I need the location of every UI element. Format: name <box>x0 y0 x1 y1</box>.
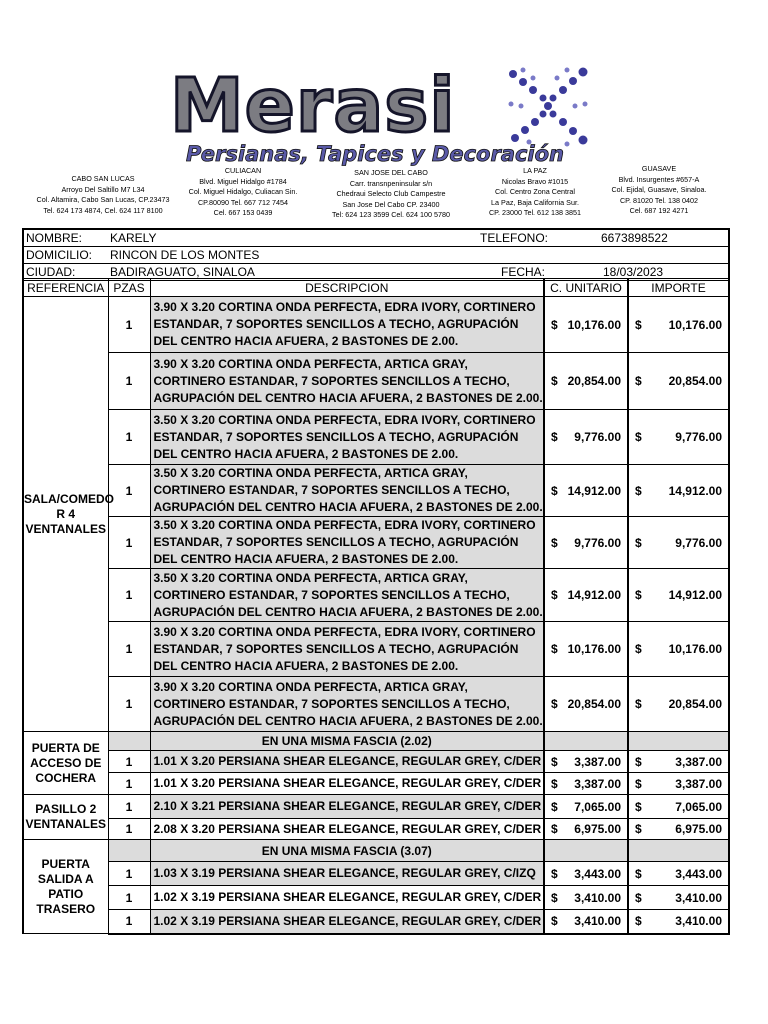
row-qty: 1 <box>108 517 150 569</box>
table-row <box>23 795 729 819</box>
fascia-total-blank <box>628 732 729 751</box>
row-total <box>628 751 729 773</box>
currency-sign: $ <box>635 822 642 836</box>
row-total-amount: 3,410.00 <box>675 914 722 929</box>
currency-sign: $ <box>551 822 558 836</box>
row-qty: 1 <box>108 353 150 410</box>
row-unit-price-amount: 9,776.00 <box>574 535 621 550</box>
branch-cabo-san-lucas: CABO SAN LUCAS Arroyo Del Saltillo M7 L34 Col. Altamira, Cabo San Lucas, CP.23473 Tel. 624 173 4874, Cel. 624 117 8100 <box>36 174 170 215</box>
row-description: 3.50 X 3.20 CORTINA ONDA PERFECTA, EDRA IVORY, CORTINERO ESTANDAR, 7 SOPORTES SENCILLOS A TECHO, AGRUPACIÓN DEL CENTRO HACIA AFUERA, 2 BASTONES DE 2.00. <box>150 517 544 569</box>
row-total <box>628 910 729 934</box>
row-description: 1.02 X 3.19 PERSIANA SHEAR ELEGANCE, REGULAR GREY, C/DER <box>150 886 544 910</box>
row-total-amount: 20,854.00 <box>668 697 722 711</box>
row-total <box>628 353 729 410</box>
row-description: 3.50 X 3.20 CORTINA ONDA PERFECTA, ARTICA GRAY, CORTINERO ESTANDAR, 7 SOPORTES SENCILLOS A TECHO, AGRUPACIÓN DEL CENTRO HACIA AFUERA, 2 BASTONES DE 2.00. <box>150 465 544 517</box>
row-total-amount: 6,975.00 <box>675 822 722 836</box>
group-reference: PUERTA DE ACCESO DE COCHERA <box>23 732 108 795</box>
row-total <box>628 862 729 886</box>
currency-sign: $ <box>551 799 558 814</box>
col-pzas: PZAS <box>108 279 150 297</box>
currency-sign: $ <box>635 374 642 388</box>
table-row <box>23 569 729 622</box>
row-total-amount: 3,410.00 <box>675 890 722 905</box>
currency-sign: $ <box>551 914 558 929</box>
currency-sign: $ <box>635 866 642 881</box>
fascia-label: EN UNA MISMA FASCIA (3.07) <box>150 840 544 862</box>
row-qty: 1 <box>108 751 150 773</box>
currency-sign: $ <box>551 317 558 332</box>
row-description: 1.03 X 3.19 PERSIANA SHEAR ELEGANCE, REGULAR GREY, C/IZQ <box>150 862 544 886</box>
row-total-amount: 20,854.00 <box>668 374 722 388</box>
row-qty: 1 <box>108 910 150 934</box>
row-unit-price-amount: 3,387.00 <box>574 754 621 769</box>
table-row <box>23 297 729 353</box>
row-total-amount: 14,912.00 <box>668 483 722 498</box>
currency-sign: $ <box>551 374 558 388</box>
row-description: 3.90 X 3.20 CORTINA ONDA PERFECTA, EDRA IVORY, CORTINERO ESTANDAR, 7 SOPORTES SENCILLOS A TECHO, AGRUPACIÓN DEL CENTRO HACIA AFUERA, 2 BASTONES DE 2.00. <box>150 297 544 353</box>
branch-la-paz: LA PAZ Nicolas Bravo #1015 Col. Centro Zona Central La Paz, Baja California Sur. CP. 23000 Tel. 612 138 3851 <box>488 166 582 217</box>
currency-sign: $ <box>635 914 642 929</box>
row-total <box>628 622 729 677</box>
table-row <box>23 862 729 886</box>
fascia-label: EN UNA MISMA FASCIA (2.02) <box>150 732 544 751</box>
table-row <box>23 622 729 677</box>
table-row <box>23 751 729 773</box>
fecha-label: FECHA: <box>501 265 546 279</box>
ciudad-value: BADIRAGUATO, SINALOA <box>110 265 255 279</box>
row-qty: 1 <box>108 569 150 622</box>
group-reference: PASILLO 2 VENTANALES <box>23 795 108 840</box>
currency-sign: $ <box>635 754 642 769</box>
row-unit-price-amount: 6,975.00 <box>574 822 621 836</box>
table-row <box>23 910 729 934</box>
row-unit-price <box>544 353 628 410</box>
row-unit-price <box>544 862 628 886</box>
row-unit-price-amount: 9,776.00 <box>574 430 621 444</box>
branch-san-jose-del-cabo: SAN JOSE DEL CABO Carr. transnpeninsular s/n Chedraui Selecto Club Campestre San Jose Del Cabo CP. 23400 Tel: 624 123 3599 Cel. 624 100 5780 <box>332 168 450 219</box>
currency-sign: $ <box>551 697 558 711</box>
row-unit-price-amount: 10,176.00 <box>567 317 621 332</box>
row-total <box>628 465 729 517</box>
logo-tagline: Persianas, Tapices y Decoración <box>185 142 565 166</box>
currency-sign: $ <box>635 642 642 656</box>
currency-sign: $ <box>551 776 558 791</box>
fascia-unit-blank <box>544 840 628 862</box>
nombre-label: NOMBRE: <box>26 231 83 245</box>
row-unit-price-amount: 7,065.00 <box>574 799 621 814</box>
row-qty: 1 <box>108 819 150 840</box>
row-qty: 1 <box>108 677 150 732</box>
row-unit-price <box>544 465 628 517</box>
row-domicilio <box>24 247 728 264</box>
row-description: 3.50 X 3.20 CORTINA ONDA PERFECTA, EDRA IVORY, CORTINERO ESTANDAR, 7 SOPORTES SENCILLOS A TECHO, AGRUPACIÓN DEL CENTRO HACIA AFUERA, 2 BASTONES DE 2.00. <box>150 410 544 465</box>
row-unit-price-amount: 3,443.00 <box>574 866 621 881</box>
row-description: 3.90 X 3.20 CORTINA ONDA PERFECTA, EDRA IVORY, CORTINERO ESTANDAR, 7 SOPORTES SENCILLOS A TECHO, AGRUPACIÓN DEL CENTRO HACIA AFUERA, 2 BASTONES DE 2.00. <box>150 622 544 677</box>
row-description: 3.50 X 3.20 CORTINA ONDA PERFECTA, ARTICA GRAY, CORTINERO ESTANDAR, 7 SOPORTES SENCILLOS A TECHO, AGRUPACIÓN DEL CENTRO HACIA AFUERA, 2 BASTONES DE 2.00. <box>150 569 544 622</box>
row-qty: 1 <box>108 297 150 353</box>
row-total-amount: 10,176.00 <box>668 317 722 332</box>
currency-sign: $ <box>551 535 558 550</box>
row-description: 1.01 X 3.20 PERSIANA SHEAR ELEGANCE, REGULAR GREY, C/DER <box>150 751 544 773</box>
table-row <box>23 677 729 732</box>
table-row <box>23 410 729 465</box>
telefono-label: TELEFONO: <box>480 231 549 245</box>
row-total-amount: 14,912.00 <box>668 588 722 602</box>
group-reference: SALA/COMEDO R 4 VENTANALES <box>23 297 108 732</box>
row-unit-price <box>544 886 628 910</box>
row-unit-price-amount: 3,410.00 <box>574 914 621 929</box>
fascia-unit-blank <box>544 732 628 751</box>
currency-sign: $ <box>551 754 558 769</box>
table-row <box>23 353 729 410</box>
row-unit-price-amount: 20,854.00 <box>567 697 621 711</box>
row-unit-price <box>544 751 628 773</box>
row-total-amount: 9,776.00 <box>675 535 722 550</box>
branch-guasave: GUASAVE Blvd. Insurgentes #657-A Col. Ejidal, Guasave, Sinaloa. CP. 81020 Tel. 138 0402 Cel. 687 192 4271 <box>611 164 707 215</box>
table-header-row <box>23 279 729 297</box>
row-unit-price <box>544 795 628 819</box>
currency-sign: $ <box>551 890 558 905</box>
row-qty: 1 <box>108 465 150 517</box>
fascia-total-blank <box>628 840 729 862</box>
row-total <box>628 517 729 569</box>
row-total-amount: 9,776.00 <box>675 430 722 444</box>
currency-sign: $ <box>551 866 558 881</box>
currency-sign: $ <box>635 430 642 444</box>
currency-sign: $ <box>635 799 642 814</box>
row-unit-price <box>544 410 628 465</box>
row-unit-price-amount: 3,410.00 <box>574 890 621 905</box>
row-description: 2.10 X 3.21 PERSIANA SHEAR ELEGANCE, REGULAR GREY, C/DER <box>150 795 544 819</box>
company-logo <box>160 62 590 167</box>
row-qty: 1 <box>108 773 150 795</box>
row-qty: 1 <box>108 622 150 677</box>
row-unit-price <box>544 622 628 677</box>
table-row <box>23 886 729 910</box>
row-unit-price <box>544 773 628 795</box>
row-description: 1.02 X 3.19 PERSIANA SHEAR ELEGANCE, REGULAR GREY, C/DER <box>150 910 544 934</box>
row-unit-price <box>544 297 628 353</box>
row-total <box>628 773 729 795</box>
row-unit-price-amount: 3,387.00 <box>574 776 621 791</box>
domicilio-value: RINCON DE LOS MONTES <box>110 248 260 262</box>
row-qty: 1 <box>108 886 150 910</box>
col-descripcion: DESCRIPCION <box>150 279 544 297</box>
currency-sign: $ <box>635 697 642 711</box>
row-total <box>628 819 729 840</box>
row-unit-price <box>544 819 628 840</box>
currency-sign: $ <box>551 430 558 444</box>
branch-culiacan: CULIACAN Blvd. Miguel Hidalgo #1784 Col. Miguel Hidalgo, Culiacan Sin. CP.80090 Tel. 667 712 7454 Cel. 667 153 0439 <box>188 166 298 217</box>
row-unit-price <box>544 910 628 934</box>
row-description: 3.90 X 3.20 CORTINA ONDA PERFECTA, ARTICA GRAY, CORTINERO ESTANDAR, 7 SOPORTES SENCILLOS A TECHO, AGRUPACIÓN DEL CENTRO HACIA AFUERA, 2 BASTONES DE 2.00. <box>150 353 544 410</box>
row-total-amount: 10,176.00 <box>668 642 722 656</box>
fascia-row <box>23 732 729 751</box>
fascia-qty-blank <box>108 732 150 751</box>
logo-x-mark-icon <box>505 64 591 148</box>
currency-sign: $ <box>551 483 558 498</box>
col-referencia: REFERENCIA <box>23 279 108 297</box>
row-nombre <box>24 230 728 247</box>
currency-sign: $ <box>635 776 642 791</box>
items-table <box>22 278 730 935</box>
currency-sign: $ <box>635 535 642 550</box>
row-unit-price <box>544 677 628 732</box>
row-description: 3.90 X 3.20 CORTINA ONDA PERFECTA, ARTICA GRAY, CORTINERO ESTANDAR, 7 SOPORTES SENCILLOS A TECHO, AGRUPACIÓN DEL CENTRO HACIA AFUERA, 2 BASTONES DE 2.00. <box>150 677 544 732</box>
table-row <box>23 819 729 840</box>
row-total-amount: 3,387.00 <box>675 776 722 791</box>
row-qty: 1 <box>108 410 150 465</box>
row-total <box>628 410 729 465</box>
row-unit-price <box>544 517 628 569</box>
customer-info <box>22 228 730 281</box>
fascia-qty-blank <box>108 840 150 862</box>
row-total-amount: 3,387.00 <box>675 754 722 769</box>
row-qty: 1 <box>108 862 150 886</box>
table-row <box>23 773 729 795</box>
currency-sign: $ <box>635 317 642 332</box>
row-qty: 1 <box>108 795 150 819</box>
currency-sign: $ <box>635 588 642 602</box>
nombre-value: KARELY <box>110 231 157 245</box>
col-unitario: C. UNITARIO <box>544 279 628 297</box>
row-unit-price-amount: 20,854.00 <box>567 374 621 388</box>
col-importe: IMPORTE <box>628 279 729 297</box>
row-total <box>628 297 729 353</box>
telefono-value: 6673898522 <box>601 231 668 245</box>
row-total <box>628 886 729 910</box>
fascia-row <box>23 840 729 862</box>
row-unit-price <box>544 569 628 622</box>
row-unit-price-amount: 14,912.00 <box>567 483 621 498</box>
row-total-amount: 3,443.00 <box>675 866 722 881</box>
row-unit-price-amount: 10,176.00 <box>567 642 621 656</box>
row-total <box>628 795 729 819</box>
group-reference: PUERTA SALIDA A PATIO TRASERO <box>23 840 108 934</box>
ciudad-label: CIUDAD: <box>26 265 76 279</box>
currency-sign: $ <box>635 890 642 905</box>
row-total <box>628 677 729 732</box>
fecha-value: 18/03/2023 <box>603 265 664 279</box>
domicilio-label: DOMICILIO: <box>26 248 93 262</box>
row-unit-price-amount: 14,912.00 <box>567 588 621 602</box>
currency-sign: $ <box>635 483 642 498</box>
table-row <box>23 465 729 517</box>
currency-sign: $ <box>551 588 558 602</box>
row-description: 1.01 X 3.20 PERSIANA SHEAR ELEGANCE, REGULAR GREY, C/DER <box>150 773 544 795</box>
row-total <box>628 569 729 622</box>
currency-sign: $ <box>551 642 558 656</box>
row-total-amount: 7,065.00 <box>675 799 722 814</box>
row-description: 2.08 X 3.20 PERSIANA SHEAR ELEGANCE, REGULAR GREY, C/DER <box>150 819 544 840</box>
table-row <box>23 517 729 569</box>
logo-wordmark: Merasi <box>170 63 456 149</box>
